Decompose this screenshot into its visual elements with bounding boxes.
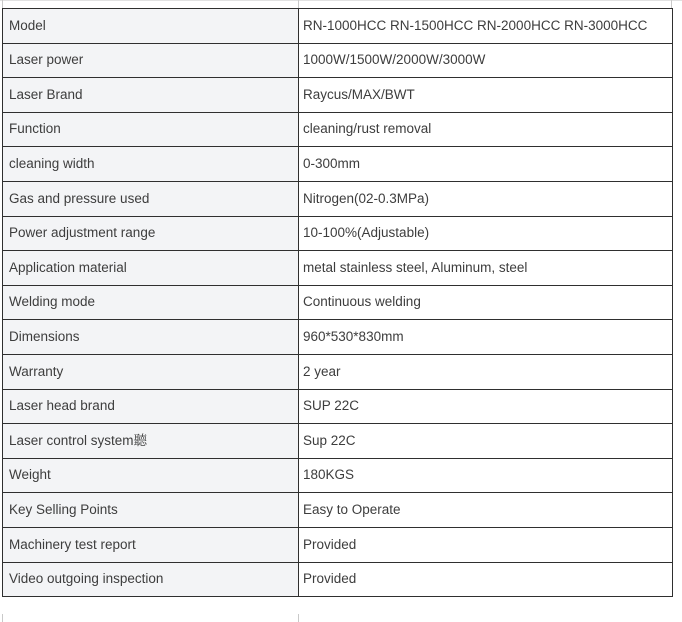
spec-label-cell: Laser head brand [3, 389, 299, 424]
table-row [3, 424, 673, 459]
spec-label-cell: Key Selling Points [3, 493, 299, 528]
spec-label-cell: Welding mode [3, 285, 299, 320]
spec-table-body [3, 9, 673, 597]
spec-value-cell: 180KGS [299, 458, 673, 493]
spec-value-cell: 0-300mm [299, 147, 673, 182]
table-row [3, 251, 673, 286]
spec-value-cell: 2 year [299, 354, 673, 389]
spec-label-cell: Function [3, 112, 299, 147]
spec-value-cell: Provided [299, 562, 673, 597]
table-row [3, 320, 673, 355]
spec-value-cell: RN-1000HCC RN-1500HCC RN-2000HCC RN-3000HCC [299, 9, 673, 44]
table-row [3, 181, 673, 216]
spec-value-cell: Provided [299, 527, 673, 562]
spec-value-cell: Raycus/MAX/BWT [299, 78, 673, 113]
spec-label-cell: Laser Brand [3, 78, 299, 113]
spec-value-cell: 960*530*830mm [299, 320, 673, 355]
table-row [3, 216, 673, 251]
spec-value-cell: Sup 22C [299, 424, 673, 459]
spec-label-cell: Application material [3, 251, 299, 286]
spec-value-cell: cleaning/rust removal [299, 112, 673, 147]
spec-label-cell: Video outgoing inspection [3, 562, 299, 597]
table-row [3, 354, 673, 389]
cropped-table-edge-line [298, 614, 299, 622]
spec-table [2, 8, 673, 597]
spec-value-cell: metal stainless steel, Aluminum, steel [299, 251, 673, 286]
spec-label-cell: Machinery test report [3, 527, 299, 562]
table-row [3, 147, 673, 182]
table-row [3, 527, 673, 562]
spec-value-cell: Easy to Operate [299, 493, 673, 528]
table-row [3, 389, 673, 424]
spec-label-cell: Laser control system聽 [3, 424, 299, 459]
cropped-row-top-border [0, 0, 682, 1]
spec-label-cell: Weight [3, 458, 299, 493]
spec-value-cell: 10-100%(Adjustable) [299, 216, 673, 251]
spec-label-cell: Dimensions [3, 320, 299, 355]
spec-value-cell: SUP 22C [299, 389, 673, 424]
table-row [3, 112, 673, 147]
spec-label-cell: Gas and pressure used [3, 181, 299, 216]
cropped-table-edge-line [2, 614, 3, 622]
table-row [3, 458, 673, 493]
cropped-table-edge-line [671, 0, 672, 8]
cropped-table-edge-line [2, 0, 3, 8]
spec-value-cell: Continuous welding [299, 285, 673, 320]
table-row [3, 9, 673, 44]
cropped-table-edge-line [298, 0, 299, 8]
table-row [3, 43, 673, 78]
table-row [3, 493, 673, 528]
table-row [3, 78, 673, 113]
spec-label-cell: Warranty [3, 354, 299, 389]
spec-label-cell: Model [3, 9, 299, 44]
spec-value-cell: Nitrogen(02-0.3MPa) [299, 181, 673, 216]
spec-label-cell: cleaning width [3, 147, 299, 182]
spec-label-cell: Power adjustment range [3, 216, 299, 251]
table-row [3, 562, 673, 597]
spec-value-cell: 1000W/1500W/2000W/3000W [299, 43, 673, 78]
table-row [3, 285, 673, 320]
spec-label-cell: Laser power [3, 43, 299, 78]
